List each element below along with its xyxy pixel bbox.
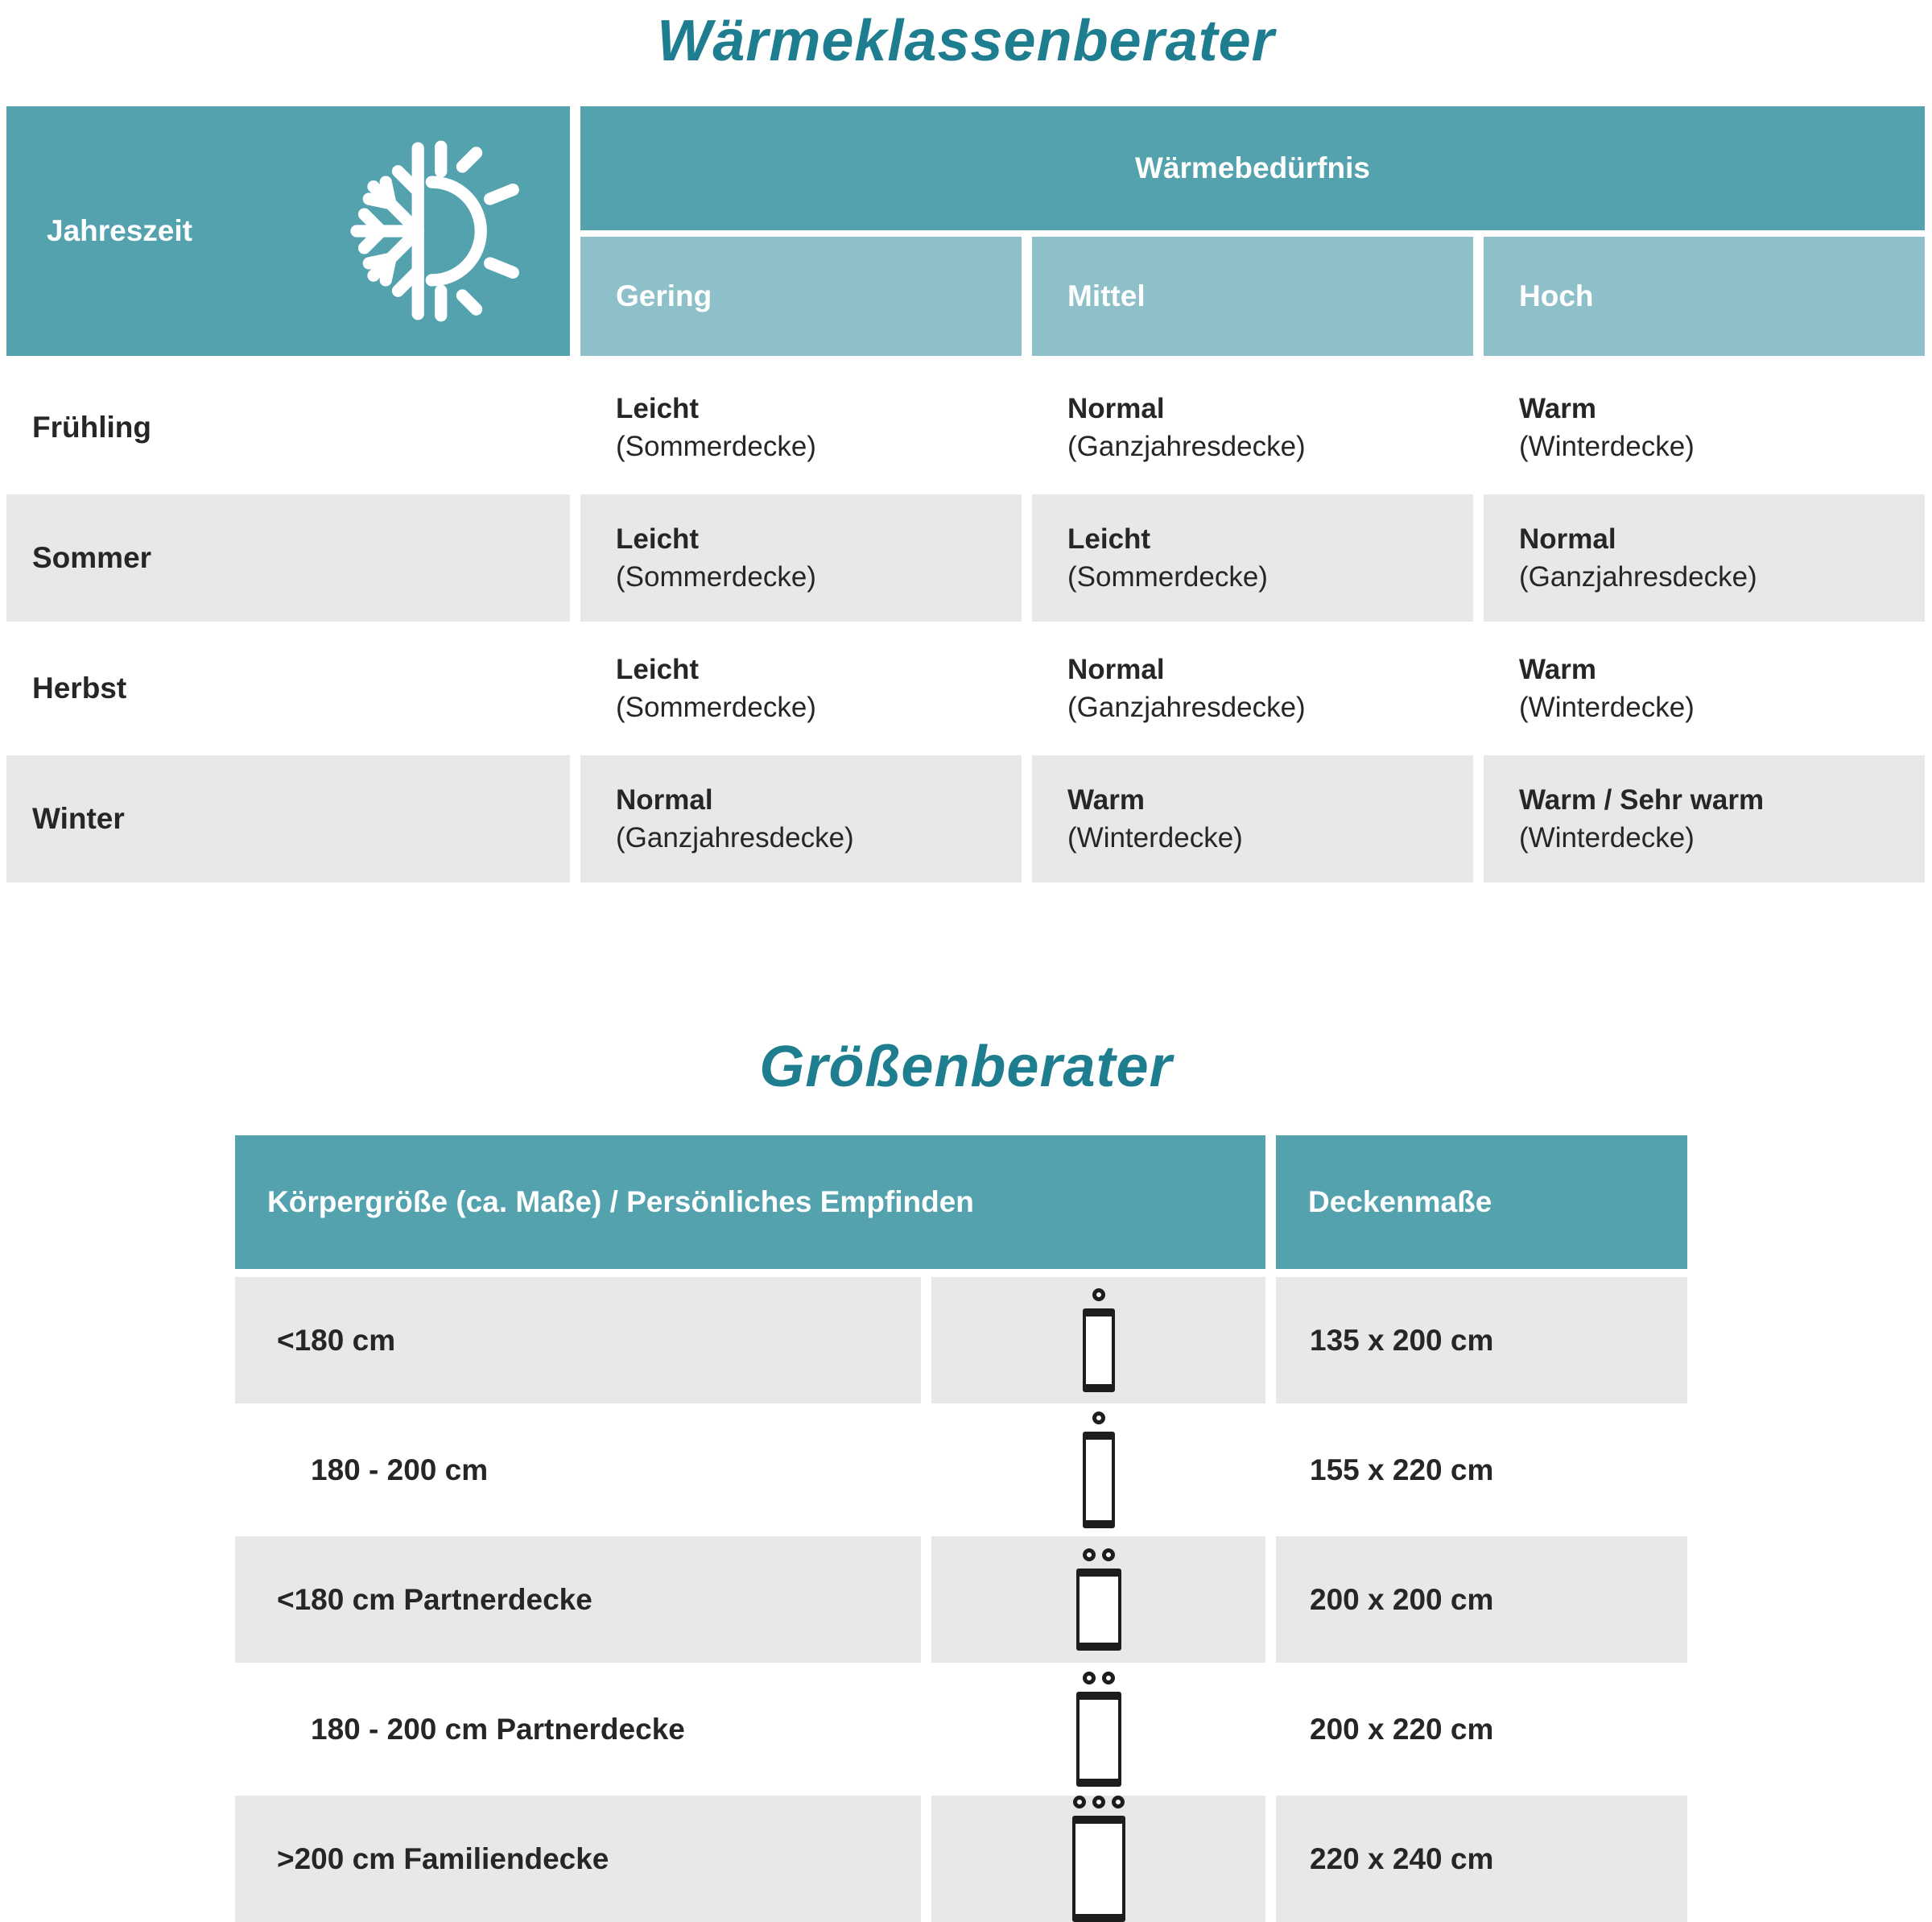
cell-sub-text: (Winterdecke) bbox=[1067, 822, 1243, 854]
cell-main-text: Normal bbox=[1067, 393, 1165, 424]
two-person-blanket-icon bbox=[1076, 1548, 1121, 1651]
cell-sub-text: (Ganzjahresdecke) bbox=[616, 822, 854, 854]
size-row-icon-cell bbox=[931, 1536, 1265, 1663]
cell-sub-text: (Sommerdecke) bbox=[616, 692, 816, 723]
season-cell-winter: Winter bbox=[6, 755, 570, 882]
koerpergroesse-header-cell: Körpergröße (ca. Maße) / Persönliches Empfinden bbox=[235, 1135, 1265, 1269]
jahreszeit-label: Jahreszeit bbox=[47, 214, 192, 247]
table-cell bbox=[580, 625, 1022, 752]
size-row-value: 155 x 220 cm bbox=[1310, 1453, 1494, 1486]
cell-main-text: Leicht bbox=[616, 393, 700, 424]
season-cell-herbst: Herbst bbox=[32, 672, 127, 705]
cell-main-text: Warm bbox=[1519, 654, 1596, 685]
warmth-table-body bbox=[6, 364, 1925, 882]
size-row-value: 220 x 240 cm bbox=[1276, 1796, 1687, 1922]
size-row-icon-cell bbox=[931, 1407, 1265, 1533]
cell-sub-text: (Winterdecke) bbox=[1519, 692, 1695, 723]
table-cell bbox=[1484, 755, 1925, 882]
size-row-value: 135 x 200 cm bbox=[1276, 1277, 1687, 1403]
cell-main-text: Leicht bbox=[616, 523, 700, 555]
size-row-label: <180 cm Partnerdecke bbox=[235, 1536, 921, 1663]
three-person-blanket-icon bbox=[1072, 1796, 1125, 1922]
two-person-blanket-icon bbox=[1076, 1672, 1121, 1787]
table-cell bbox=[1032, 755, 1473, 882]
table-cell bbox=[1484, 625, 1925, 752]
size-row-label: 180 - 200 cm Partnerdecke bbox=[311, 1712, 685, 1746]
size-row-icon-cell bbox=[931, 1666, 1265, 1792]
size-row-icon-cell bbox=[931, 1796, 1265, 1922]
cell-sub-text: (Sommerdecke) bbox=[616, 431, 816, 462]
table-cell bbox=[580, 494, 1022, 622]
size-row-label: 180 - 200 cm bbox=[311, 1453, 489, 1486]
cell-main-text: Normal bbox=[616, 784, 713, 816]
cell-sub-text: (Winterdecke) bbox=[1519, 822, 1695, 854]
one-person-blanket-icon bbox=[1083, 1288, 1115, 1392]
table-cell bbox=[1484, 364, 1925, 491]
size-row-value: 200 x 220 cm bbox=[1310, 1712, 1494, 1746]
waermebeduerfnis-header-cell: Wärmebedürfnis bbox=[580, 106, 1925, 230]
cell-sub-text: (Sommerdecke) bbox=[616, 561, 816, 593]
cell-sub-text: (Ganzjahresdecke) bbox=[1519, 561, 1757, 593]
cell-sub-text: (Ganzjahresdecke) bbox=[1067, 692, 1306, 723]
cell-sub-text: (Winterdecke) bbox=[1519, 431, 1695, 462]
cell-sub-text: (Sommerdecke) bbox=[1067, 561, 1268, 593]
size-row-label: <180 cm bbox=[235, 1277, 921, 1403]
cell-main-text: Warm bbox=[1519, 393, 1596, 424]
size-row-value: 200 x 200 cm bbox=[1276, 1536, 1687, 1663]
cell-main-text: Normal bbox=[1067, 654, 1165, 685]
table-cell bbox=[1484, 494, 1925, 622]
cell-main-text: Normal bbox=[1519, 523, 1616, 555]
table-cell bbox=[1032, 364, 1473, 491]
cell-main-text: Warm bbox=[1067, 784, 1145, 816]
size-table-header bbox=[235, 1135, 1687, 1269]
warmth-class-table bbox=[6, 106, 1925, 882]
size-row-label: >200 cm Familiendecke bbox=[235, 1796, 921, 1922]
cell-main-text: Warm / Sehr warm bbox=[1519, 784, 1765, 816]
snowflake-sun-icon bbox=[341, 131, 533, 331]
cell-main-text: Leicht bbox=[1067, 523, 1151, 555]
cell-main-text: Leicht bbox=[616, 654, 700, 685]
column-header-gering: Gering bbox=[580, 237, 1022, 356]
one-person-blanket-icon bbox=[1083, 1412, 1115, 1528]
table-cell bbox=[580, 755, 1022, 882]
cell-sub-text: (Ganzjahresdecke) bbox=[1067, 431, 1306, 462]
size-row-icon-cell bbox=[931, 1277, 1265, 1403]
warmth-table-title: Wärmeklassenberater bbox=[657, 9, 1275, 73]
jahreszeit-header-cell bbox=[6, 106, 570, 356]
season-cell-fruehling: Frühling bbox=[32, 411, 151, 444]
table-cell bbox=[580, 364, 1022, 491]
column-header-hoch: Hoch bbox=[1484, 237, 1925, 356]
deckenmasse-header-cell: Deckenmaße bbox=[1276, 1135, 1687, 1269]
column-header-mittel: Mittel bbox=[1032, 237, 1473, 356]
size-table-title: Größenberater bbox=[759, 1035, 1173, 1099]
table-cell bbox=[1032, 494, 1473, 622]
warmth-table-header bbox=[6, 106, 1925, 356]
table-cell bbox=[1032, 625, 1473, 752]
size-table-body bbox=[235, 1277, 1687, 1922]
season-cell-sommer: Sommer bbox=[6, 494, 570, 622]
size-advisor-table bbox=[235, 1135, 1687, 1922]
